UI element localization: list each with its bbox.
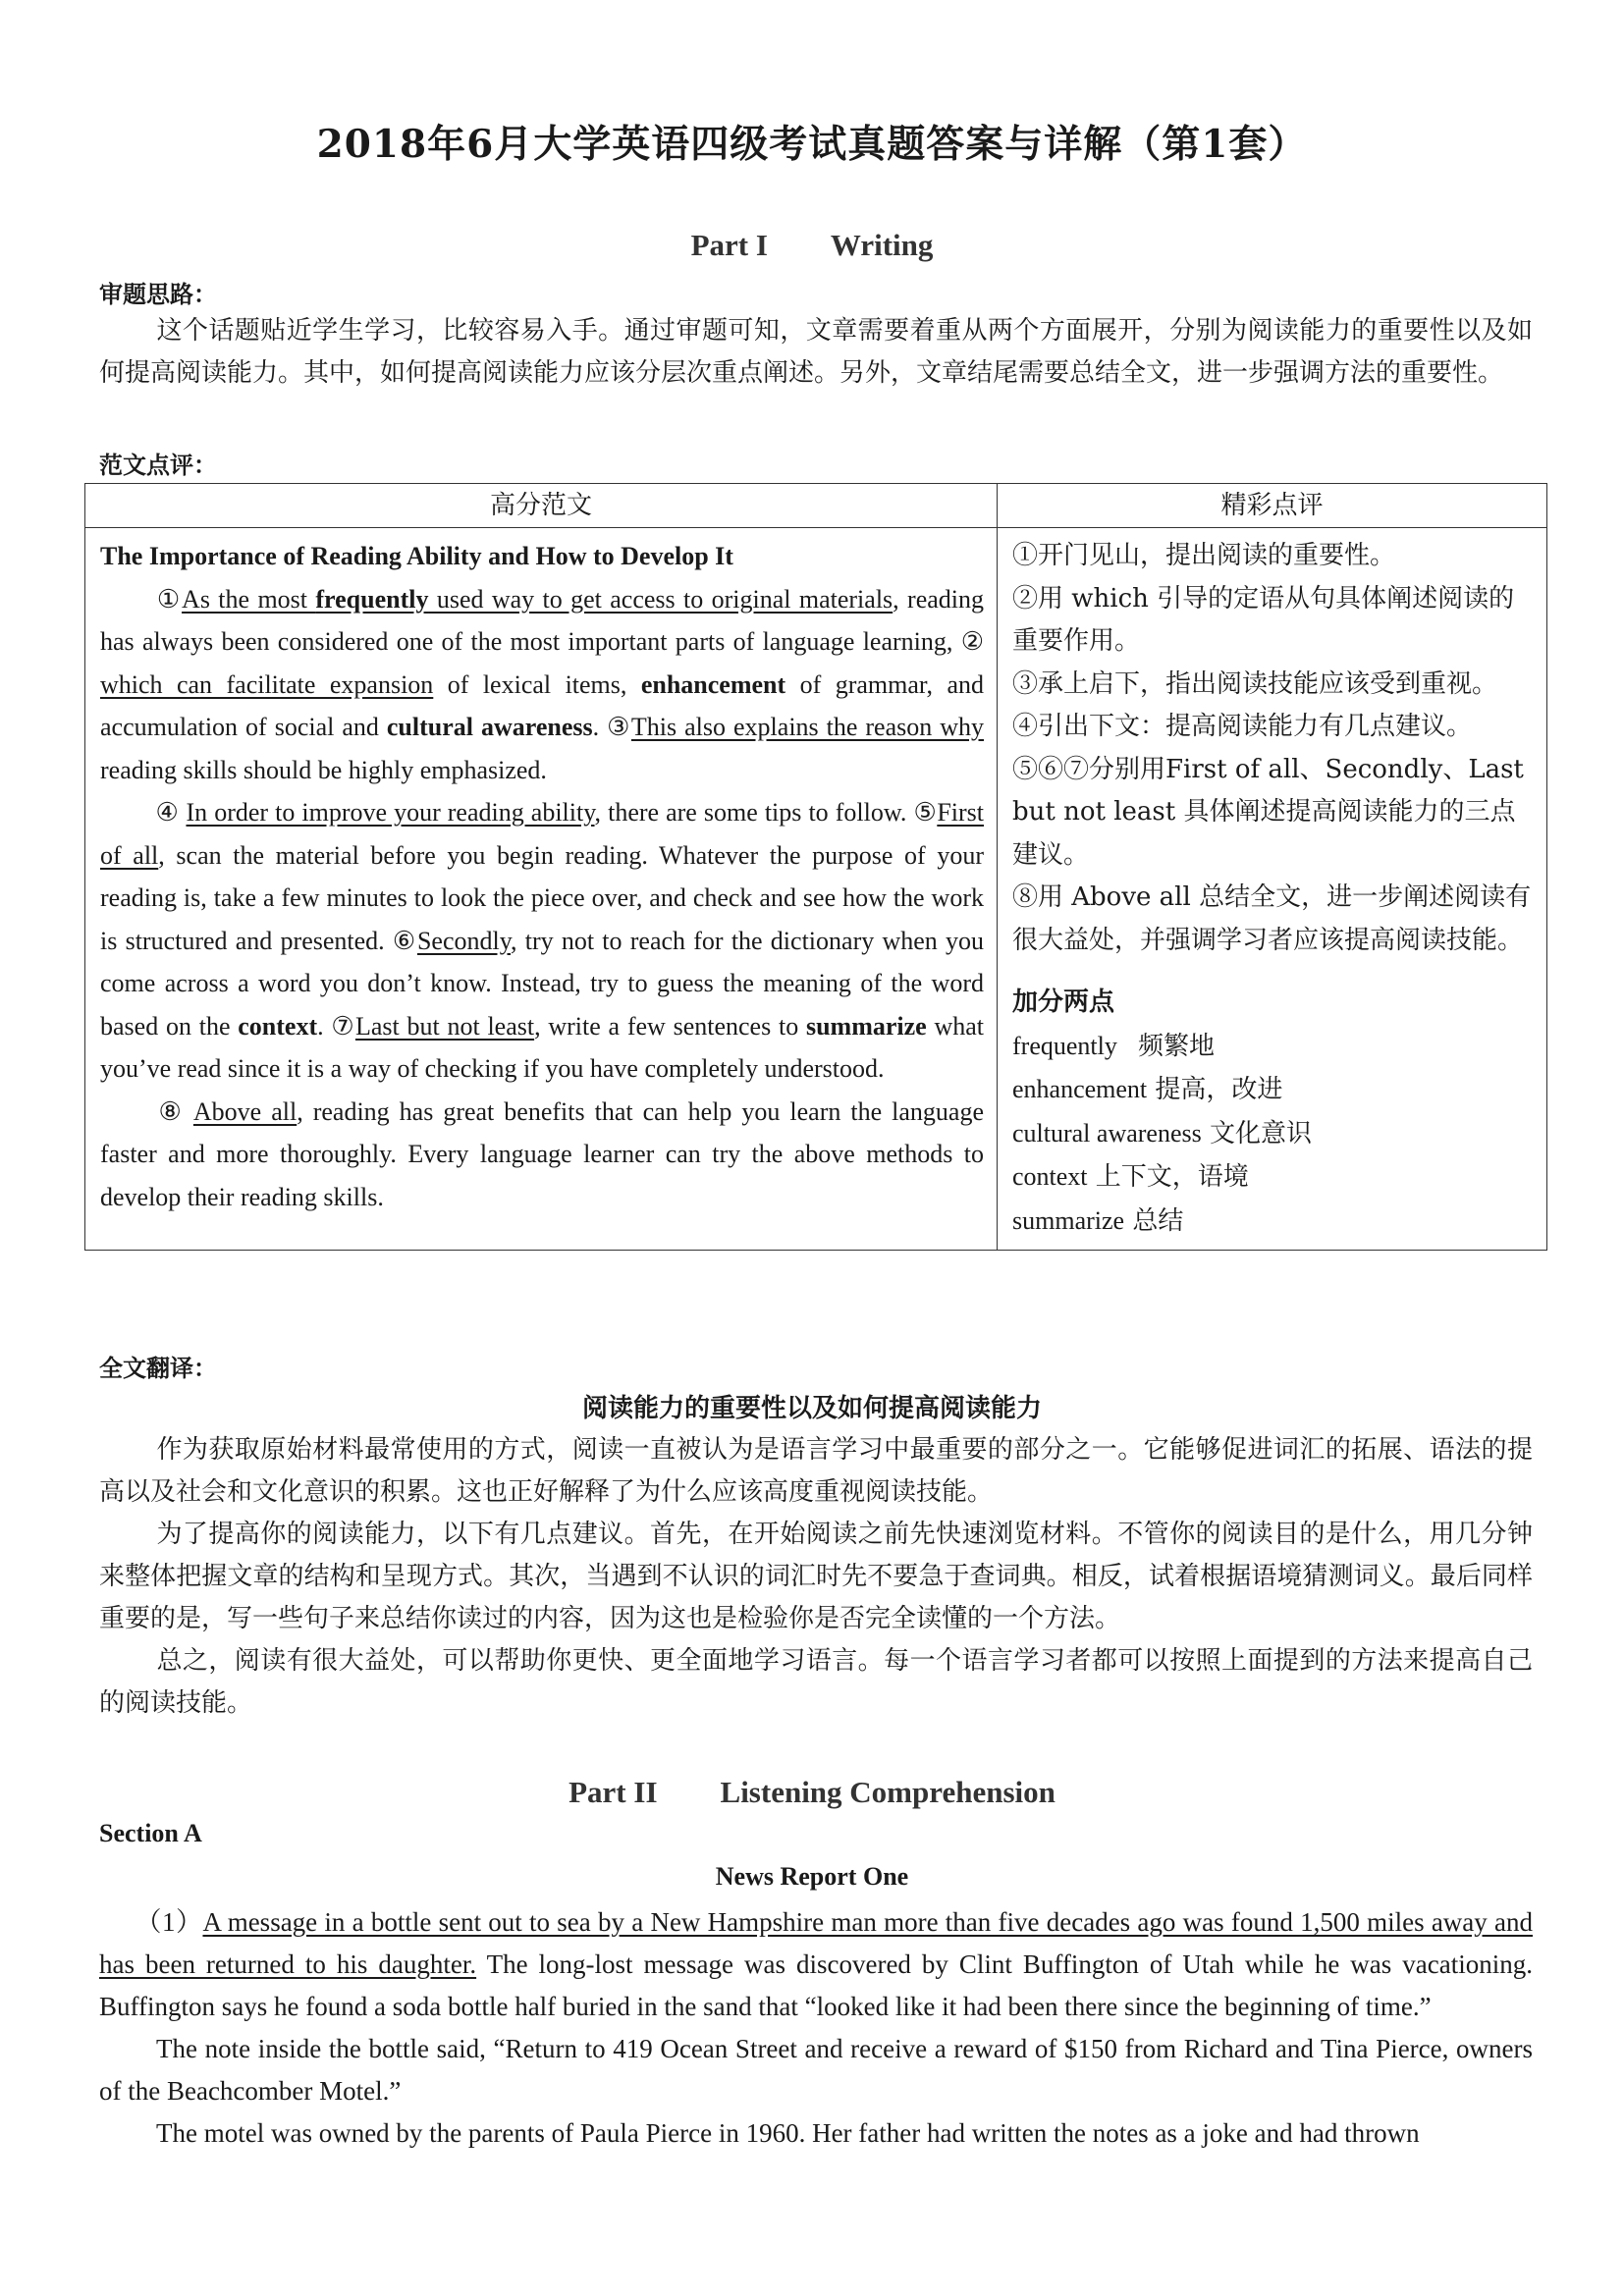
marker: ③ [607, 713, 631, 741]
news-report-text [99, 1901, 1533, 2155]
review-label: 范文点评： [99, 451, 217, 479]
news-paragraph [99, 1901, 1533, 2028]
bold-keyword: enhancement [640, 669, 786, 699]
bonus-word: context [1012, 1162, 1088, 1191]
essay-text: of grammar, and accumulation of social and [100, 669, 984, 741]
essay-text: reading skills should be highly emphasized. [100, 755, 547, 784]
translation-text [99, 1429, 1533, 1725]
comment-item: ③承上启下，指出阅读技能应该受到重视。 [1012, 668, 1498, 699]
marker: ⑥ [392, 926, 417, 955]
bonus-item [1012, 1025, 1534, 1069]
bonus-word: frequently [1012, 1031, 1117, 1060]
bonus-word: enhancement [1012, 1075, 1148, 1103]
marker: ⑤ [913, 798, 938, 827]
bonus-meaning: 总结 [1132, 1205, 1184, 1236]
bonus-meaning: 提高，改进 [1155, 1075, 1283, 1104]
bonus-word: summarize [1012, 1205, 1125, 1235]
analysis-text [99, 310, 1533, 395]
news-report-title: News Report One [715, 1862, 909, 1891]
comment-item: ⑧用 Above all 总结全文，进一步阐述阅读有很大益处，并强调学习者应该提高阅读技能。 [1012, 882, 1532, 955]
column-header-essay: 高分范文 [85, 484, 998, 528]
translation-body: 为了提高你的阅读能力，以下有几点建议。首先，在开始阅读之前先快速浏览材料。不管你的阅读目的是什么，用几分钟来整体把握文章的结构和呈现方式。其次，当遇到不认识的词汇时先不要急于查词典。相反，试着根据语境猜测词义。最后同样重要的是，写一些句子来总结你读过的内容，因为这也是检验你是否完全读懂的一个方法。 [99, 1520, 1533, 1633]
part-2-label: Part II [568, 1775, 658, 1809]
underlined-phrase: This also explains the reason why [630, 713, 985, 741]
bonus-points-heading: 加分两点 [1012, 988, 1115, 1017]
essay-text: , try not to reach for the dictionary when you come across a word you don’t know. Instead, try to guess the meaning of the word based on the [100, 926, 984, 1041]
underlined-phrase: Secondly [416, 926, 512, 955]
essay-paragraph-2 [100, 791, 984, 1091]
bonus-item [1012, 1155, 1534, 1200]
translation-label: 全文翻译： [99, 1354, 217, 1382]
comment-item: ④引出下文：提高阅读能力有几点建议。 [1012, 712, 1473, 741]
essay-text: , reading has great benefits that can help you learn the language faster and more thoroughly. Every language learner can try the above methods to develop their reading skills. [100, 1096, 984, 1211]
essay-text: , reading has always been considered one of the most important parts of language learning, [100, 584, 985, 656]
bonus-item [1012, 1068, 1534, 1112]
translation-body: 作为获取原始材料最常使用的方式，阅读一直被认为是语言学习中最重要的部分之一。它能够促进词汇的拓展、语法的提高以及社会和文化意识的积累。这也正好解释了为什么应该高度重视阅读技能。 [99, 1435, 1533, 1507]
sample-essay-table [84, 483, 1547, 1251]
underlined-phrase: which can facilitate expansion [100, 669, 434, 699]
part-1-name: Writing [830, 228, 934, 262]
part-2-name: Listening Comprehension [720, 1775, 1056, 1809]
bold-keyword: frequently [315, 584, 429, 614]
underlined-phrase: Last but not least [354, 1011, 535, 1041]
essay-text: . [317, 1011, 332, 1041]
marker: ② [960, 627, 984, 656]
bonus-meaning: 频繁地 [1138, 1031, 1216, 1061]
underlined-phrase: First of all [100, 798, 985, 870]
marker: ⑦ [331, 1011, 355, 1041]
phrase-part: used way to get access to original materials [428, 584, 893, 614]
part-1-label: Part I [690, 228, 768, 262]
bonus-meaning: 文化意识 [1210, 1118, 1313, 1148]
document-title: 2018年6月大学英语四级考试真题答案与详解（第1套） [316, 122, 1308, 167]
comment-item: ①开门见山，提出阅读的重要性。 [1012, 541, 1396, 570]
news-text: The motel was owned by the parents of Paula Pierce in 1960. Her father had written the notes as a joke and had thrown [156, 2118, 1420, 2148]
analysis-label: 审题思路： [99, 280, 217, 308]
bonus-item [1012, 1200, 1534, 1244]
marker: ⑧ [155, 1096, 186, 1126]
comments-list [999, 529, 1545, 1249]
bonus-word: cultural awareness [1012, 1118, 1202, 1148]
news-paragraph [99, 2112, 1533, 2155]
underlined-phrase: In order to improve your reading ability [186, 798, 595, 827]
part-1-heading [0, 228, 1624, 263]
essay-paragraph-3 [100, 1091, 984, 1219]
essay-text: what you’ve read since it is a way of checking if you have completely understood. [100, 1011, 985, 1083]
translation-paragraph [99, 1640, 1533, 1725]
translation-paragraph [99, 1429, 1533, 1514]
essay-text: . [592, 713, 608, 741]
underlined-phrase: Above all [192, 1096, 298, 1126]
bonus-meaning: 上下文，语境 [1095, 1162, 1249, 1192]
question-marker: （1） [135, 1907, 203, 1937]
translation-title: 阅读能力的重要性以及如何提高阅读能力 [581, 1394, 1042, 1423]
news-text: The note inside the bottle said, “Return to 419 Ocean Street and receive a reward of $150 from Richard and Tina Pierce, owners of the Beachcomber Motel.” [99, 2034, 1533, 2106]
sample-essay [86, 529, 996, 1224]
comment-item: ⑤⑥⑦分别用First of all、Secondly、Last but not least 具体阐述提高阅读能力的三点建议。 [1012, 754, 1524, 870]
phrase-part: As the most [182, 584, 316, 614]
translation-body: 总之，阅读有很大益处，可以帮助你更快、更全面地学习语言。每一个语言学习者都可以按照上面提到的方法来提高自己的阅读技能。 [99, 1646, 1533, 1718]
bonus-item [1012, 1112, 1534, 1156]
essay-paragraph-1 [100, 578, 984, 792]
underlined-phrase [182, 585, 893, 614]
comments-cell [998, 528, 1547, 1251]
essay-cell [85, 528, 998, 1251]
marker: ① [155, 584, 183, 614]
part-2-heading [0, 1775, 1624, 1810]
essay-text: of lexical items, [433, 669, 641, 699]
comment-item: ②用 which 引导的定语从句具体阐述阅读的重要作用。 [1012, 583, 1515, 656]
essay-title: The Importance of Reading Ability and How to Develop It [100, 542, 733, 570]
translation-paragraph [99, 1514, 1533, 1640]
news-text: The long-lost message was discovered by Clint Buffington of Utah while he was vacationing. Buffington says he found a soda bottle half buried in the sand that “looked like it had been there since the beginning of time.” [99, 1949, 1533, 2021]
essay-text: , scan the material before you begin reading. Whatever the purpose of your reading is, take a few minutes to look the piece over, and check and see how the work is structured and presented. [100, 840, 984, 955]
section-label: Section A [99, 1819, 202, 1847]
answer-sentence: A message in a bottle sent out to sea by a New Hampshire man more than five decades ago was found 1,500 miles away and has been returned to his daughter. [99, 1907, 1533, 1979]
essay-text: , write a few sentences to [534, 1011, 806, 1041]
analysis-body: 这个话题贴近学生学习，比较容易入手。通过审题可知，文章需要着重从两个方面展开，分别为阅读能力的重要性以及如何提高阅读能力。其中，如何提高阅读能力应该分层次重点阐述。另外，文章结尾需要总结全文，进一步强调方法的重要性。 [99, 316, 1533, 388]
essay-text: , there are some tips to follow. [594, 798, 914, 827]
news-paragraph [99, 2028, 1533, 2112]
bold-keyword: summarize [805, 1011, 927, 1041]
bold-keyword: context [238, 1011, 318, 1041]
marker: ④ [155, 798, 180, 827]
column-header-comments: 精彩点评 [998, 484, 1547, 528]
bold-keyword: cultural awareness [386, 713, 593, 741]
